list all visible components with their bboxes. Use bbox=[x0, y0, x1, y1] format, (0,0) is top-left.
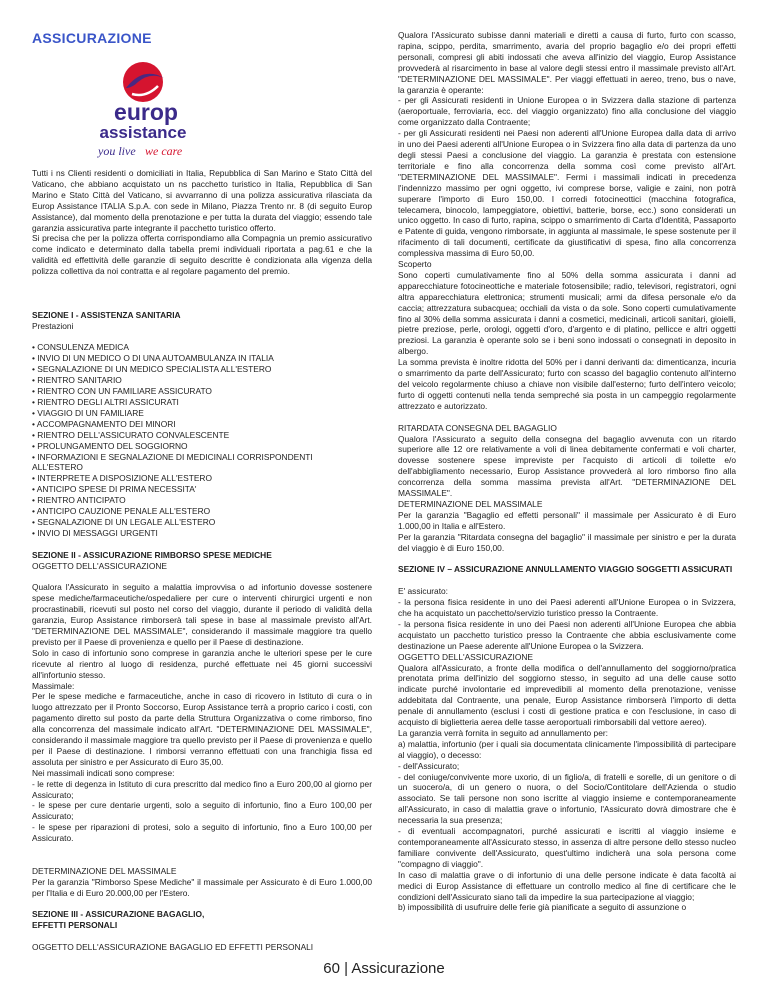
spacer bbox=[32, 539, 372, 550]
paragraph: Nei massimali indicati sono comprese: bbox=[32, 767, 175, 778]
spacer bbox=[32, 299, 372, 310]
paragraph: • SEGNALAZIONE DI UN LEGALE ALL'ESTERO bbox=[32, 516, 216, 527]
paragraph: Scoperto bbox=[398, 259, 432, 270]
paragraph: • RIENTRO CON UN FAMILIARE ASSICURATO bbox=[32, 386, 212, 397]
svg-text:assistance: assistance bbox=[99, 123, 187, 142]
paragraph: b) impossibilità di usufruire delle ferie già pianificate a seguito di assunzione o bbox=[398, 902, 687, 913]
paragraph: • VIAGGIO DI UN FAMILIARE bbox=[32, 407, 144, 418]
spacer bbox=[398, 412, 736, 423]
paragraph: • INFORMAZIONI E SEGNALAZIONE DI MEDICINALI CORRISPONDENTI bbox=[32, 451, 313, 462]
paragraph: E' assicurato: bbox=[398, 586, 449, 597]
spacer bbox=[32, 332, 372, 343]
page-footer: 60 | Assicurazione bbox=[323, 960, 445, 977]
right-column bbox=[398, 30, 736, 913]
paragraph: • RIENTRO SANITARIO bbox=[32, 375, 122, 386]
paragraph: ALL'ESTERO bbox=[32, 462, 83, 473]
paragraph: - di eventuali accompagnatori, purché assicurati e iscritti al viaggio insieme e contemporaneamente all'Assicurato stesso, in assenza di altre persone dello stesso nucleo familiare convivente dell'Assicurato, quest'ultimo indicherà una sola persona come "compagno di viaggio". bbox=[398, 826, 736, 869]
paragraph: - dell'Assicurato; bbox=[398, 760, 460, 771]
paragraph: Sono coperti cumulativamente fino al 50% della somma assicurata i danni ad apparecchiature fotocineottiche e materiale fotosensibile; radio, televisori, registratori, ogni altra apparecchiatura elettronica; strumenti musicali; armi da difesa personale e/o da caccia; attrezzatura subacquea; occhiali da vista o da sole. Sono coperti cumulativamente fino al 30% della somma assicurata i danni a cosmetici, medicinali, articoli sanitari, gioielli, pietre preziose, perle, orologi, oggetti d'oro, d'argento e di platino, pellicce e altri oggetti preziosi. La garanzia è operante solo se i beni sono indossati o consegnati in deposito in albergo. bbox=[398, 269, 736, 357]
paragraph: Si precisa che per la polizza offerta corrispondiamo alla Compagnia un premio assicurativo come indicato e determinato dalla tabella premi individuali riportata a pag.61 e che la validità ed effettività delle garanzie di seguito descritte è condizionata alla vigenza della polizza collettiva da noi contratta e al regolare pagamento del premio. bbox=[32, 233, 372, 277]
paragraph: • ANTICIPO SPESE DI PRIMA NECESSITA' bbox=[32, 484, 197, 495]
spacer bbox=[32, 855, 372, 866]
svg-text:europ: europ bbox=[114, 99, 178, 125]
paragraph: - le spese per riparazioni di protesi, solo a seguito di infortunio, fino a Euro 100,00 per Assicurato. bbox=[32, 822, 372, 844]
section-heading: EFFETTI PERSONALI bbox=[32, 920, 118, 931]
spacer bbox=[398, 575, 736, 586]
paragraph: - le rette di degenza in Istituto di cura prescritto dal medico fino a Euro 200,00 al giorno per Assicurato; bbox=[32, 778, 372, 800]
paragraph: Qualora l'Assicurato subisse danni materiali e diretti a causa di furto, furto con scasso, rapina, scippo, perdita, smarrimento, avaria del proprio bagaglio e/o dei propri effetti personali, compresi gli abiti indossati che aveva all'inizio del viaggio, Europ Assistance provvederà al risarcimento in base al valore degli stessi entro il massimale previsto all'Art. "DETERMINAZIONE DEL MASSIMALE". Per viaggi effettuati in aereo, treno, bus o nave, la garanzia è operante: bbox=[398, 30, 736, 95]
section-heading: SEZIONE IV – ASSICURAZIONE ANNULLAMENTO VIAGGIO SOGGETTI ASSICURATI bbox=[398, 564, 733, 575]
paragraph: - la persona fisica residente in uno dei Paesi aderenti all'Unione Europea o in Svizzera, che ha acquistato un pacchetto/servizio turistico presso la Contraente. bbox=[398, 597, 736, 618]
paragraph: DETERMINAZIONE DEL MASSIMALE bbox=[398, 498, 543, 509]
spacer bbox=[32, 571, 372, 582]
section-heading: SEZIONE II - ASSICURAZIONE RIMBORSO SPESE MEDICHE bbox=[32, 549, 272, 560]
paragraph: • ANTICIPO CAUZIONE PENALE ALL'ESTERO bbox=[32, 506, 211, 517]
paragraph: In caso di malattia grave o di infortunio di una delle persone indicate è data facoltà ai medici di Europ Assistance di effettuare un controllo medico al fine di certificare che le condizioni dell'Assicurato siano tali da impedire la sua partecipazione al viaggio; bbox=[398, 869, 736, 902]
paragraph: Massimale: bbox=[32, 680, 75, 691]
paragraph: Per la garanzia "Ritardata consegna del bagaglio" il massimale per sinistro e per la durata del viaggio è di Euro 150,00. bbox=[398, 531, 736, 553]
paragraph: • SEGNALAZIONE DI UN MEDICO SPECIALISTA ALL'ESTERO bbox=[32, 364, 272, 375]
spacer bbox=[32, 899, 372, 910]
paragraph: • PROLUNGAMENTO DEL SOGGIORNO bbox=[32, 440, 188, 451]
paragraph: OGGETTO DELL'ASSICURAZIONE BAGAGLIO ED EFFETTI PERSONALI bbox=[32, 942, 314, 953]
paragraph: - per gli Assicurati residenti nei Paesi non aderenti all'Unione Europea dalla data di arrivo in uno dei Paesi aderenti all'Unione Europea o in Svizzera fino alla data di partenza da uno degli stessi Paesi a conclusione del viaggio. La garanzia è prestata con estensione territoriale e fino alla concorrenza della somma così come previsto all'Art. "DETERMINAZIONE DEL MASSIMALE". Fermi i massimali indicati in precedenza l'indennizzo massimo per ogni oggetto, ivi comprese borse, valigie e zaini, non potrà superare l'importo di Euro 150,00. I corredi fotocineottici (macchina fotografica, telecamera, binocolo, lampeggiatore, obiettivi, batterie, borse, ecc.) sono considerati un unico oggetto. In caso di furto, rapina, scippo o smarrimento di Carta d'Identità, Passaporto e Patente di guida, vengono rimborsate, in aggiunta al massimale, le spese sostenute per il rifacimento di tali documenti, certificate da giustificativi di spesa, fino alla concorrenza complessiva massima di Euro 50,00. bbox=[398, 128, 736, 259]
paragraph: Per la garanzia "Bagaglio ed effetti personali" il massimale per Assicurato è di Euro 1.000,00 in Italia e all'Estero. bbox=[398, 509, 736, 531]
paragraph: Prestazioni bbox=[32, 320, 74, 331]
left-column bbox=[32, 168, 372, 953]
paragraph: • INTERPRETE A DISPOSIZIONE ALL'ESTERO bbox=[32, 473, 212, 484]
europ-assistance-logo bbox=[88, 58, 198, 162]
paragraph: • RIENTRO DELL'ASSICURATO CONVALESCENTE bbox=[32, 429, 230, 440]
paragraph: La somma prevista è inoltre ridotta del 50% per i danni derivanti da: dimenticanza, incuria o smarrimento da parte dell'Assicurato; furto con scasso del bagaglio contenuto all'interno del veicolo regolarmente chiuso a chiave non visibile dall'esterno; furto dell'intero veicolo; furto di oggetti contenuti nella tenda sempreché sia posta in un campeggio regolarmente attrezzato e autorizzato. bbox=[398, 357, 736, 411]
spacer bbox=[32, 277, 372, 288]
paragraph: Qualora all'Assicurato, a fronte della modifica o dell'annullamento del soggiorno/pratica prenotata prima dell'inizio del soggiorno stesso, in seguito ad una delle cause sotto indicate purché involontarie ed imprevedibili al momento della prenotazione, venisse addebitata dal Contraente, una penale, Europ Assistance rimborserà l'importo di detta penale di annullamento (esclusi i costi di gestione pratica e con l'esclusione, in caso di acquisto di biglietteria aerea delle tasse aeroportuali rimborsabili dal vettore aereo). bbox=[398, 662, 736, 728]
paragraph: Per la garanzia "Rimborso Spese Mediche" il massimale per Assicurato è di Euro 1.000,00 per l'Italia e di Euro 20.000,00 per l'Estero. bbox=[32, 876, 372, 898]
svg-text:you live: you live bbox=[98, 144, 136, 158]
paragraph: OGGETTO DELL'ASSICURAZIONE bbox=[32, 560, 168, 571]
paragraph: • ACCOMPAGNAMENTO DEI MINORI bbox=[32, 418, 176, 429]
page-title: ASSICURAZIONE bbox=[32, 30, 152, 46]
paragraph: Solo in caso di infortunio sono comprese in garanzia anche le ulteriori spese per le cure ricevute al rientro al luogo di residenza, purché effettuate nei 45 giorni successivi all'infortunio stesso. bbox=[32, 647, 372, 680]
paragraph: Qualora l'Assicurato a seguito della consegna del bagaglio avvenuta con un ritardo superiore alle 12 ore relativamente a voli di linea debitamente confermati e voli charter, dovesse sostenere spese impreviste per l'acquisto di articoli di toilette e/o dell'abbigliamento necessario, Europ Assistance provvederà al loro rimborso fino alla concorrenza della somma massima prevista all'Art. "DETERMINAZIONE DEL MASSIMALE". bbox=[398, 433, 736, 499]
paragraph: Tutti i ns Clienti residenti o domiciliati in Italia, Repubblica di San Marino e Stato Città del Vaticano, che abbiano acquistato un ns pacchetto turistico in Italia, Repubblica di San Marino e Stato Città del Vaticano, si avvarranno di una polizza assicurativa rilasciata da Europ Assistance ITALIA S.p.A. con sede in Milano, Piazza Trento nr. 8 (di seguito Europ Assistance), dal momento della prenotazione e per tutta la durata del viaggio; essendo tale garanzia assicurativa parte integrante il pacchetto turistico offerto. bbox=[32, 168, 372, 233]
section-heading: SEZIONE I - ASSISTENZA SANITARIA bbox=[32, 309, 181, 320]
paragraph: OGGETTO DELL'ASSICURAZIONE bbox=[398, 651, 534, 662]
spacer bbox=[32, 288, 372, 299]
paragraph: - le spese per cure dentarie urgenti, solo a seguito di infortunio, fino a Euro 100,00 per Assicurato; bbox=[32, 800, 372, 822]
spacer bbox=[32, 844, 372, 855]
paragraph: a) malattia, infortunio (per i quali sia documentata clinicamente l'impossibilità di partecipare al viaggio), o decesso: bbox=[398, 738, 736, 760]
paragraph: • RIENTRO ANTICIPATO bbox=[32, 495, 126, 506]
paragraph: • CONSULENZA MEDICA bbox=[32, 342, 129, 353]
paragraph: RITARDATA CONSEGNA DEL BAGAGLIO bbox=[398, 422, 557, 433]
paragraph: • RIENTRO DEGLI ALTRI ASSICURATI bbox=[32, 396, 179, 407]
paragraph: Qualora l'Assicurato in seguito a malattia improvvisa o ad infortunio dovesse sostenere spese mediche/farmaceutiche/ospedaliere per cure o interventi chirurgici urgenti e non procrastinabili, ricevuti sul posto nel corso del viaggio, durante il periodo di validità della garanzia, Europ Assistance rimborserà tali spese in base al massimale previsto all'Art. "DETERMINAZIONE DEL MASSIMALE", considerando il massimale maggiore tra quello previsto per il Paese di provenienza e quello per il Paese di destinazione. bbox=[32, 582, 372, 647]
spacer bbox=[398, 553, 736, 564]
section-heading: SEZIONE III - ASSICURAZIONE BAGAGLIO, bbox=[32, 909, 205, 920]
paragraph: - la persona fisica residente in uno dei Paesi non aderenti all'Unione Europea che abbia acquistato un pacchetto turistico presso la Contraente che abbia esclusivamente come destinazione un Paese aderente all'Unione Europea o la Svizzera. bbox=[398, 618, 736, 651]
spacer bbox=[32, 931, 372, 942]
paragraph: • INVIO DI MESSAGGI URGENTI bbox=[32, 527, 158, 538]
paragraph: DETERMINAZIONE DEL MASSIMALE bbox=[32, 865, 177, 876]
paragraph: Per le spese mediche e farmaceutiche, anche in caso di ricovero in Istituto di cura o in luogo attrezzato per il Pronto Soccorso, Europ Assistance terrà a proprio carico i costi, con pagamento diretto sul posto da parte della Struttura Organizzativa o come rimborso, fino alla concorrenza del massimale indicato all'Art. "DETERMINAZIONE DEL MASSIMALE", considerando il massimale maggiore tra quello previsto per il Paese di provenienza e quello per il Paese di destinazione. I rimborsi verranno effettuati con una franchigia fissa ed assoluta per sinistro e per Assicurato di Euro 35,00. bbox=[32, 691, 372, 767]
paragraph: • INVIO DI UN MEDICO O DI UNA AUTOAMBULANZA IN ITALIA bbox=[32, 353, 274, 364]
paragraph: La garanzia verrà fornita in seguito ad annullamento per: bbox=[398, 727, 608, 738]
paragraph: - per gli Assicurati residenti in Unione Europea o in Svizzera dalla stazione di partenza (aeroportuale, ferroviaria, ecc. del viaggio organizzato) fino alla conclusione del viaggio come organizzato dalla Contraente; bbox=[398, 95, 736, 128]
svg-text:we care: we care bbox=[145, 144, 183, 158]
paragraph: - del coniuge/convivente more uxorio, di un figlio/a, di fratelli e sorelle, di un genitore o di un suocero/a, di un genero o nuora, o del Socio/Contitolare dell'Azienda o studio associato. Se tali persone non sono iscritte al viaggio insieme e contemporaneamente all'Assicurato, in caso di malattia grave o infortunio, l'Assicurato dovrà dimostrare che è necessaria la sua presenza; bbox=[398, 771, 736, 826]
